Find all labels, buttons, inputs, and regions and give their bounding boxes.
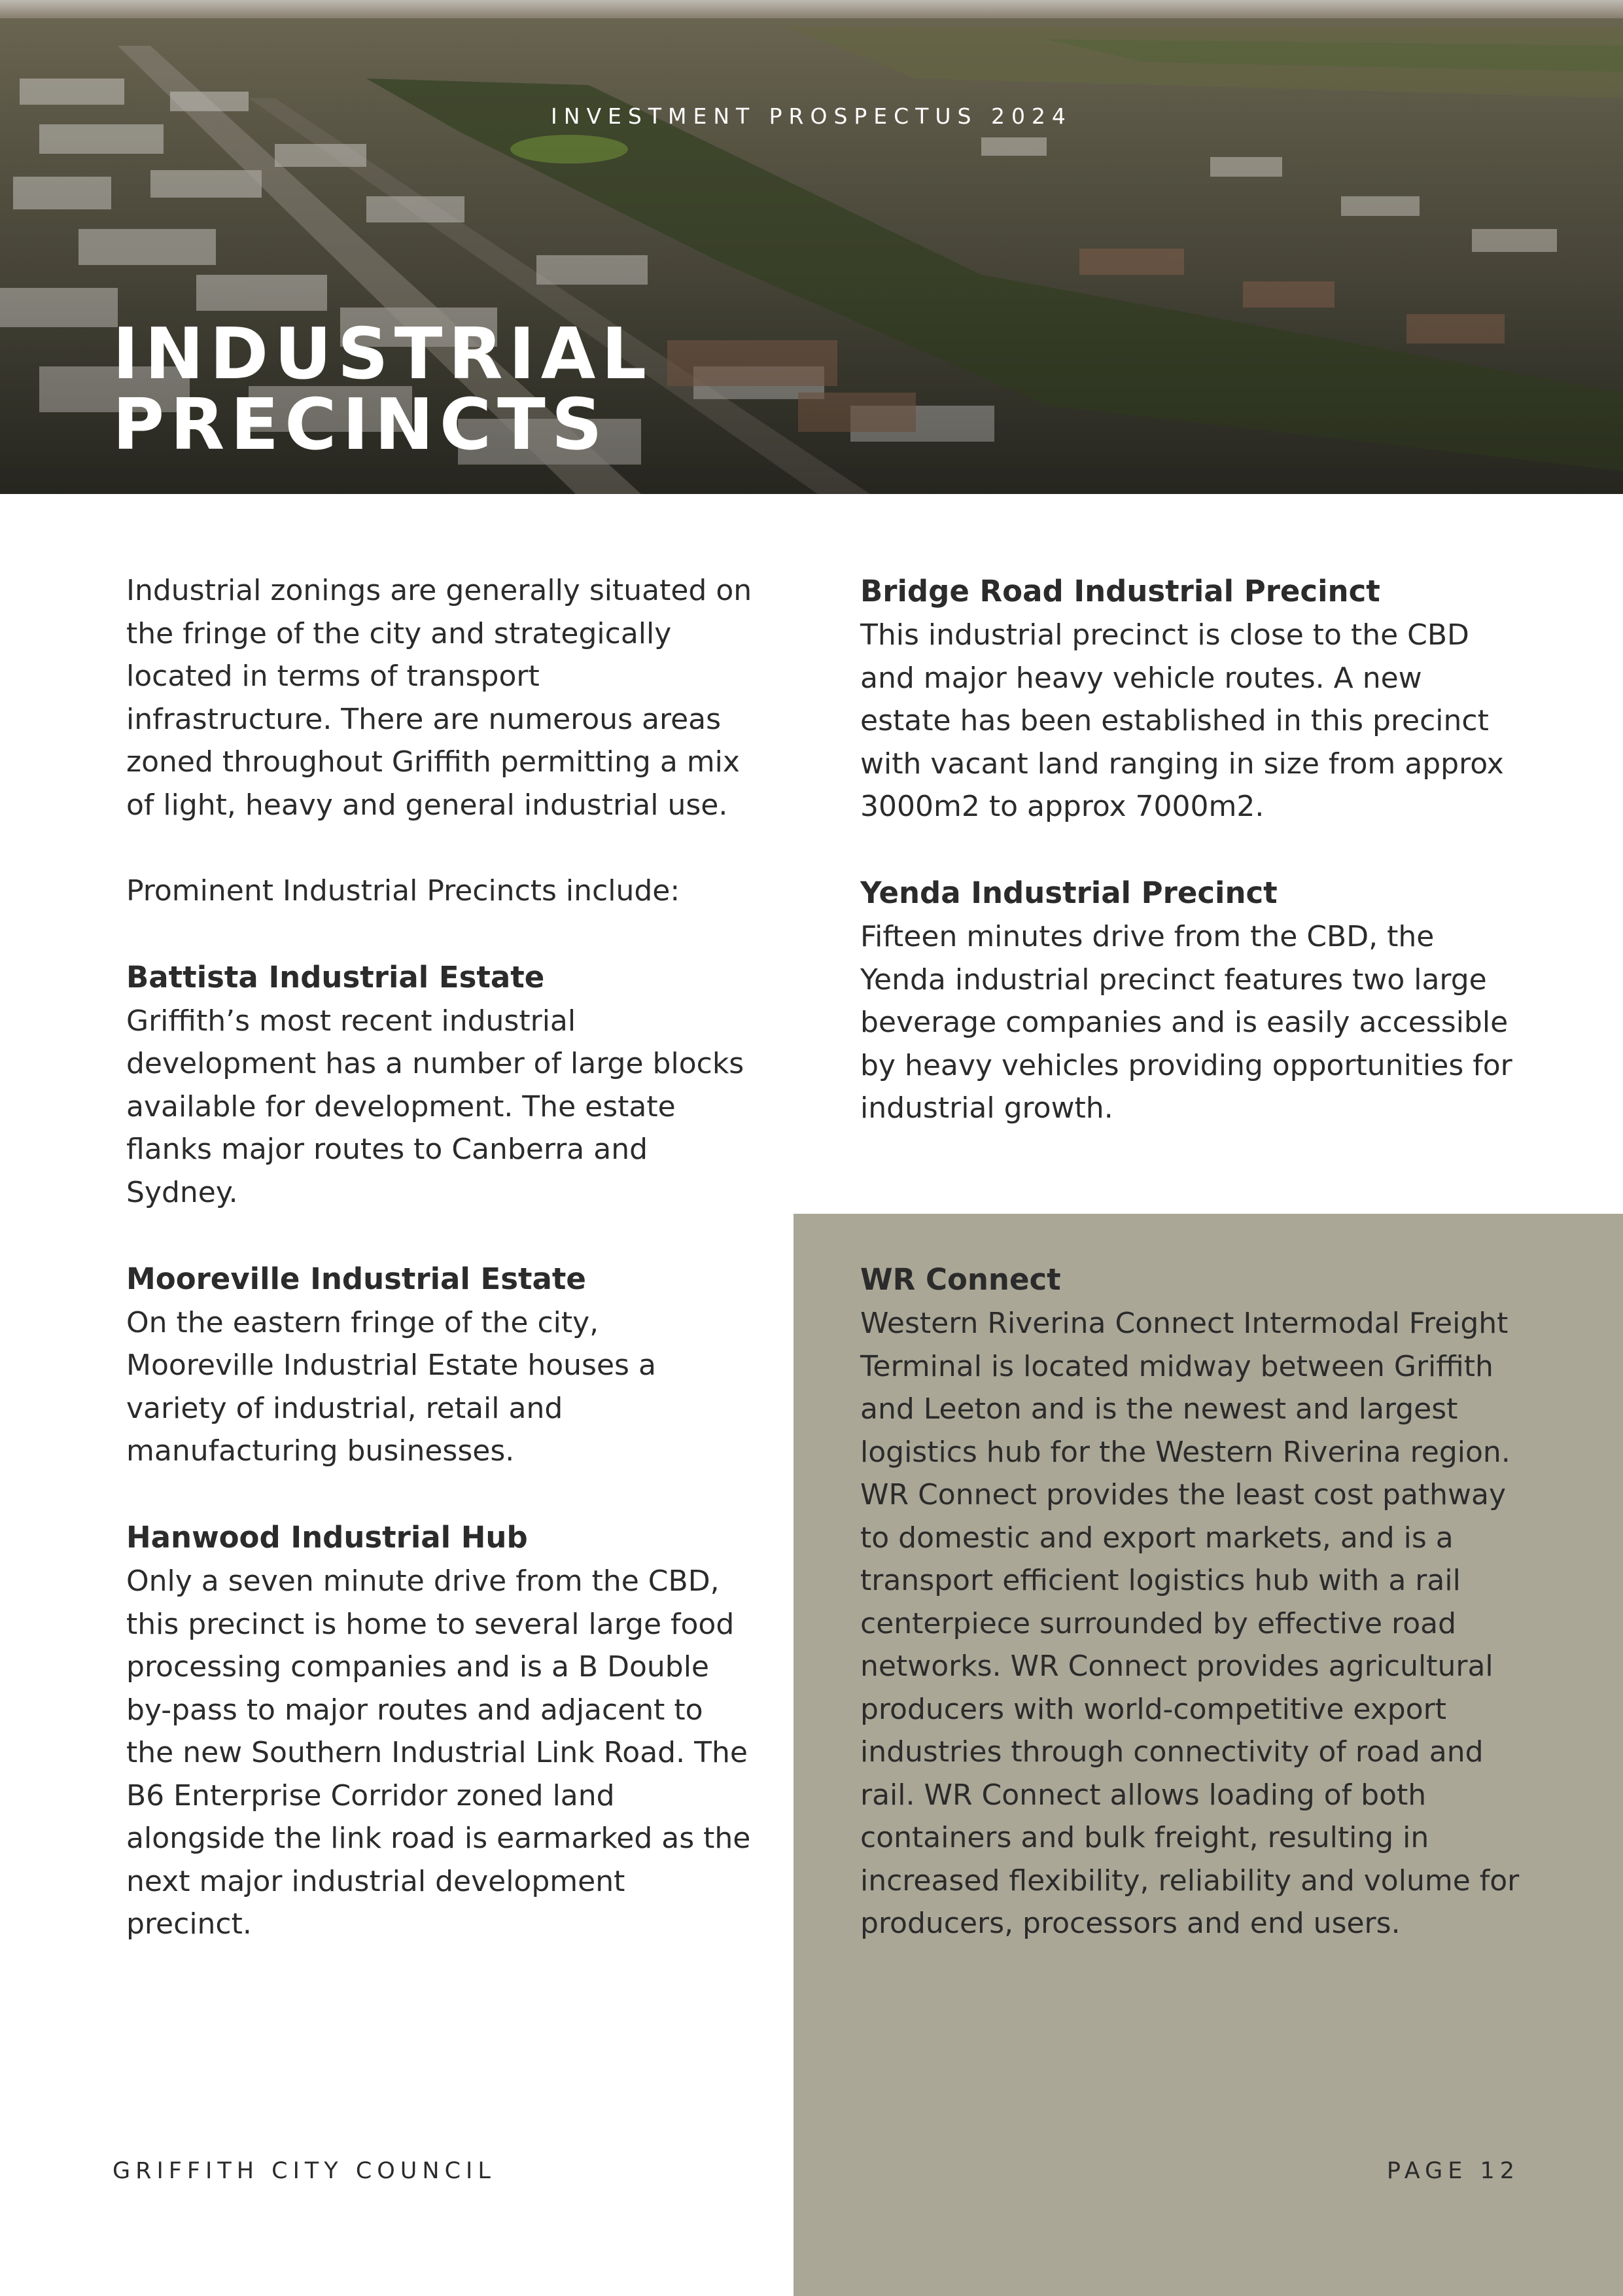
page-number: PAGE 12 [1386,2158,1520,2184]
hero-aerial-photo [0,0,1623,494]
section-body-mooreville: On the eastern fringe of the city, Mooreville Industrial Estate houses a variety of industrial, retail and manufacturing businesses. [126,1305,656,1468]
panel-column [860,1258,1521,1945]
intro-paragraph: Industrial zonings are generally situated on the fringe of the city and strategically located in terms of transport infrastructure. There are numerous areas zoned throughout Griffith permitting a mix of light, heavy and general industrial use. [126,574,752,822]
page-title-line-1: INDUSTRIAL [113,313,653,395]
section-body-bridge-road: This industrial precinct is close to the CBD and major heavy vehicle routes. A new estate has been established in this precinct with vacant land ranging in size from approx 3000m2 to approx 7000m2. [860,618,1504,823]
section-body-hanwood: Only a seven minute drive from the CBD, this precinct is home to several large food processing companies and is a B Double by-pass to major routes and adjacent to the new Southern Industrial Link Road. The B6 Enterprise Corridor zoned land alongside the link road is earmarked as the next major industrial development precinct. [126,1564,751,1941]
prospectus-kicker: INVESTMENT PROSPECTUS 2024 [551,103,1072,129]
left-column [126,569,754,1946]
page-title-line-2: PRECINCTS [113,384,608,466]
section-body-wr-connect: Western Riverina Connect Intermodal Freight Terminal is located midway between Griffith and Leeton and is the newest and largest logistics hub for the Western Riverina region. WR Connect provides the least cost pathway to domestic and export markets, and is a transport efficient logistics hub with a rail centerpiece surrounded by effective road networks. WR Connect provides agricultural producers with world-competitive export industries through connectivity of road and rail. WR Connect allows loading of both containers and bulk freight, resulting in increased flexibility, reliability and volume for producers, processors and end users. [860,1307,1520,1940]
section-heading-hanwood: Hanwood Industrial Hub [126,1520,528,1555]
section-heading-mooreville: Mooreville Industrial Estate [126,1261,586,1296]
precincts-lead-in: Prominent Industrial Precincts include: [126,874,680,908]
footer-council-name: GRIFFITH CITY COUNCIL [113,2158,496,2184]
page-title [113,313,653,466]
section-heading-bridge-road: Bridge Road Industrial Precinct [860,574,1380,609]
section-body-battista: Griffith’s most recent industrial development has a number of large blocks available for development. The estate flanks major routes to Canberra and Sydney. [126,1004,744,1209]
section-heading-wr-connect: WR Connect [860,1262,1061,1297]
section-heading-yenda: Yenda Industrial Precinct [860,875,1278,910]
section-heading-battista: Battista Industrial Estate [126,959,545,995]
section-body-yenda: Fifteen minutes drive from the CBD, the Yenda industrial precinct features two large beverage companies and is easily accessible by heavy vehicles providing opportunities for industrial growth. [860,920,1512,1125]
right-column [860,569,1514,1130]
